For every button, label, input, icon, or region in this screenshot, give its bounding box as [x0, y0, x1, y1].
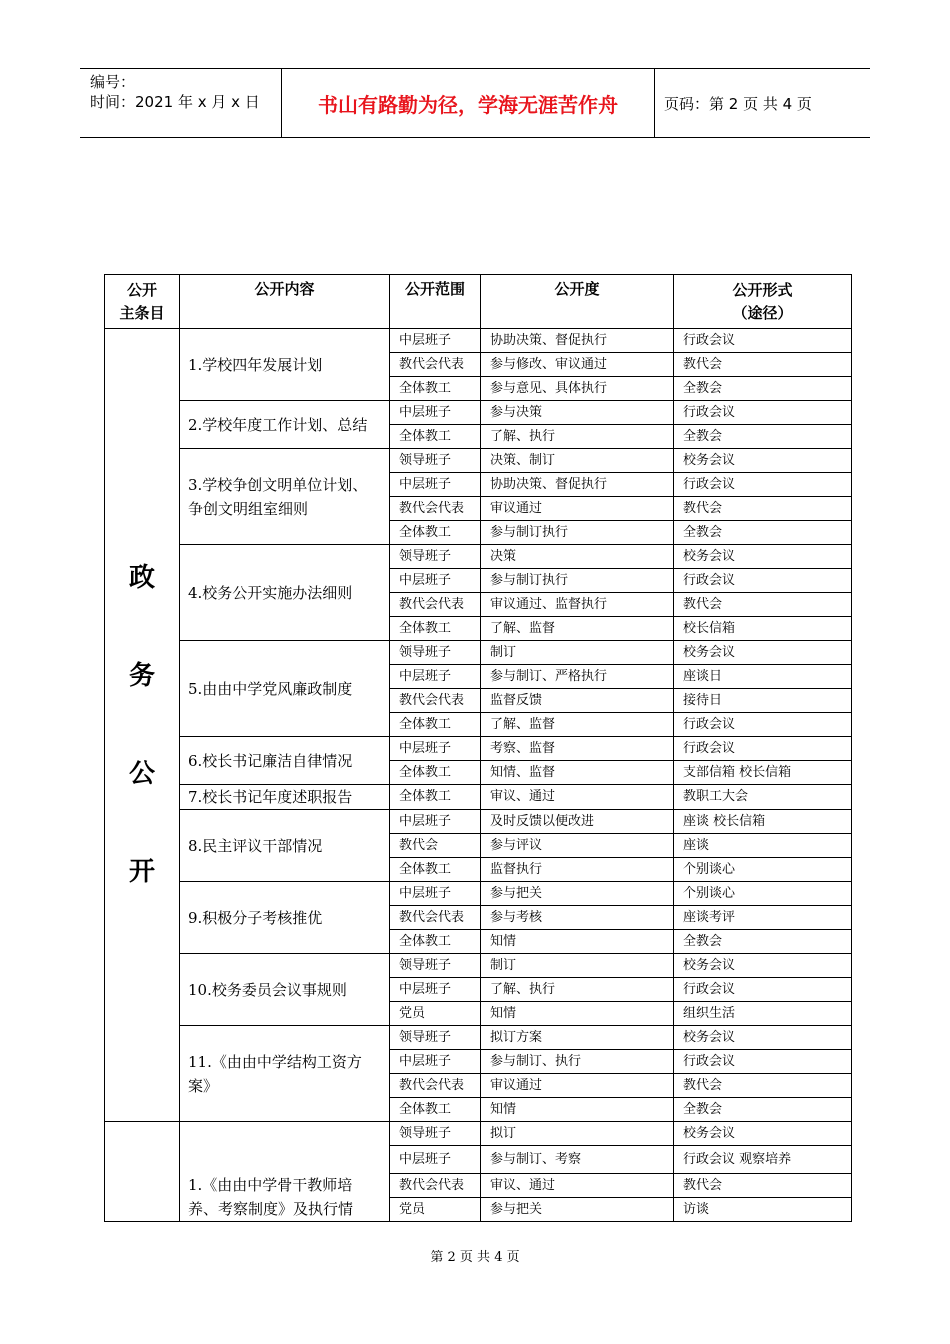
content-cell: 5.由由中学党风廉政制度 [180, 641, 390, 737]
content-cell: 9.积极分子考核推优 [180, 882, 390, 954]
degree-cell: 及时反馈以便改进 [481, 810, 674, 834]
scope-cell: 党员 [390, 1198, 481, 1222]
document-number-label: 编号： [90, 73, 136, 91]
form-cell: 校务会议 [674, 1026, 852, 1050]
form-cell: 行政会议 观察培养 [674, 1146, 852, 1174]
disclosure-table [104, 274, 852, 1222]
degree-cell: 了解、执行 [481, 978, 674, 1002]
degree-cell: 参与修改、审议通过 [481, 353, 674, 377]
table-row [105, 954, 852, 978]
col-header-category [105, 275, 180, 329]
category-cell-2 [105, 1122, 180, 1222]
degree-cell: 监督执行 [481, 858, 674, 882]
degree-cell: 参与评议 [481, 834, 674, 858]
col-header-category-line2: 主条目 [119, 303, 165, 322]
scope-cell: 中层班子 [390, 737, 481, 761]
degree-cell: 参与制订、考察 [481, 1146, 674, 1174]
header-page-number: 页码：第 2 页 共 4 页 [664, 94, 812, 113]
table-row [105, 882, 852, 906]
degree-cell: 考察、监督 [481, 737, 674, 761]
form-cell: 校务会议 [674, 954, 852, 978]
table-row [105, 785, 852, 810]
form-cell: 教代会 [674, 497, 852, 521]
table-row [105, 1122, 852, 1146]
degree-cell: 审议通过 [481, 497, 674, 521]
col-header-form-line2: （途径） [732, 303, 793, 322]
table-row [105, 329, 852, 353]
scope-cell: 中层班子 [390, 882, 481, 906]
table-row [105, 545, 852, 569]
scope-cell: 中层班子 [390, 473, 481, 497]
form-cell: 个别谈心 [674, 882, 852, 906]
scope-cell: 教代会代表 [390, 353, 481, 377]
scope-cell: 中层班子 [390, 329, 481, 353]
scope-cell: 党员 [390, 1002, 481, 1026]
scope-cell: 教代会代表 [390, 906, 481, 930]
form-cell: 校长信箱 [674, 617, 852, 641]
form-cell: 行政会议 [674, 737, 852, 761]
degree-cell: 拟订 [481, 1122, 674, 1146]
degree-cell: 了解、监督 [481, 713, 674, 737]
scope-cell: 中层班子 [390, 1146, 481, 1174]
col-header-content: 公开内容 [180, 275, 390, 329]
form-cell: 行政会议 [674, 569, 852, 593]
document-time-label: 时间：2021 年 x 月 x 日 [90, 93, 260, 111]
degree-cell: 审议通过、监督执行 [481, 593, 674, 617]
form-cell: 座谈考评 [674, 906, 852, 930]
scope-cell: 教代会 [390, 834, 481, 858]
scope-cell: 全体教工 [390, 785, 481, 810]
form-cell: 教代会 [674, 593, 852, 617]
degree-cell: 参与意见、具体执行 [481, 377, 674, 401]
col-header-form [674, 275, 852, 329]
degree-cell: 审议、通过 [481, 785, 674, 810]
form-cell: 座谈 校长信箱 [674, 810, 852, 834]
form-cell: 教职工大会 [674, 785, 852, 810]
scope-cell: 教代会代表 [390, 1174, 481, 1198]
degree-cell: 监督反馈 [481, 689, 674, 713]
scope-cell: 全体教工 [390, 930, 481, 954]
content-cell: 1.学校四年发展计划 [180, 329, 390, 401]
form-cell: 教代会 [674, 1074, 852, 1098]
degree-cell: 审议通过 [481, 1074, 674, 1098]
scope-cell: 教代会代表 [390, 1074, 481, 1098]
document-header [80, 68, 870, 138]
scope-cell: 教代会代表 [390, 497, 481, 521]
form-cell: 行政会议 [674, 1050, 852, 1074]
degree-cell: 决策、制订 [481, 449, 674, 473]
content-cell: 6.校长书记廉洁自律情况 [180, 737, 390, 785]
degree-cell: 制订 [481, 641, 674, 665]
form-cell: 校务会议 [674, 1122, 852, 1146]
scope-cell: 全体教工 [390, 425, 481, 449]
content-cell: 8.民主评议干部情况 [180, 810, 390, 882]
form-cell: 行政会议 [674, 473, 852, 497]
form-cell: 座谈 [674, 834, 852, 858]
degree-cell: 制订 [481, 954, 674, 978]
degree-cell: 参与考核 [481, 906, 674, 930]
table-row [105, 449, 852, 473]
degree-cell: 参与制订、严格执行 [481, 665, 674, 689]
scope-cell: 中层班子 [390, 1050, 481, 1074]
scope-cell: 全体教工 [390, 377, 481, 401]
table-row [105, 401, 852, 425]
form-cell: 校务会议 [674, 545, 852, 569]
scope-cell: 领导班子 [390, 1122, 481, 1146]
degree-cell: 知情 [481, 1098, 674, 1122]
content-cell: 4.校务公开实施办法细则 [180, 545, 390, 641]
scope-cell: 领导班子 [390, 1026, 481, 1050]
degree-cell: 审议、通过 [481, 1174, 674, 1198]
header-motto: 书山有路勤为径，学海无涯苦作舟 [282, 69, 655, 137]
form-cell: 行政会议 [674, 401, 852, 425]
scope-cell: 教代会代表 [390, 689, 481, 713]
form-cell: 教代会 [674, 1174, 852, 1198]
table-row [105, 1026, 852, 1050]
content-cell: 1.《由由中学骨干教师培养、考察制度》及执行情 [180, 1122, 390, 1222]
degree-cell: 参与制订、执行 [481, 1050, 674, 1074]
scope-cell: 领导班子 [390, 545, 481, 569]
category-cell [105, 329, 180, 1122]
degree-cell: 参与把关 [481, 882, 674, 906]
form-cell: 支部信箱 校长信箱 [674, 761, 852, 785]
category-char: 开 [128, 857, 155, 887]
scope-cell: 中层班子 [390, 665, 481, 689]
scope-cell: 全体教工 [390, 761, 481, 785]
scope-cell: 全体教工 [390, 713, 481, 737]
col-header-category-line1: 公开 [126, 280, 157, 299]
form-cell: 全教会 [674, 425, 852, 449]
category-char: 公 [128, 759, 155, 789]
scope-cell: 全体教工 [390, 1098, 481, 1122]
degree-cell: 参与决策 [481, 401, 674, 425]
degree-cell: 知情 [481, 930, 674, 954]
scope-cell: 中层班子 [390, 978, 481, 1002]
form-cell: 访谈 [674, 1198, 852, 1222]
degree-cell: 知情 [481, 1002, 674, 1026]
form-cell: 全教会 [674, 521, 852, 545]
category-char: 务 [128, 661, 155, 691]
content-cell: 10.校务委员会议事规则 [180, 954, 390, 1026]
form-cell: 全教会 [674, 1098, 852, 1122]
header-meta [80, 69, 282, 137]
degree-cell: 参与制订执行 [481, 521, 674, 545]
form-cell: 行政会议 [674, 978, 852, 1002]
category-char: 政 [128, 563, 155, 593]
form-cell: 组织生活 [674, 1002, 852, 1026]
degree-cell: 参与把关 [481, 1198, 674, 1222]
content-cell: 7.校长书记年度述职报告 [180, 785, 390, 810]
table-row [105, 810, 852, 834]
degree-cell: 知情、监督 [481, 761, 674, 785]
scope-cell: 中层班子 [390, 569, 481, 593]
table-row [105, 641, 852, 665]
form-cell: 全教会 [674, 377, 852, 401]
form-cell: 个别谈心 [674, 858, 852, 882]
scope-cell: 领导班子 [390, 954, 481, 978]
form-cell: 行政会议 [674, 713, 852, 737]
form-cell: 教代会 [674, 353, 852, 377]
scope-cell: 领导班子 [390, 641, 481, 665]
col-header-form-line1: 公开形式 [732, 280, 793, 299]
degree-cell: 协助决策、督促执行 [481, 329, 674, 353]
degree-cell: 拟订方案 [481, 1026, 674, 1050]
table-header-row [105, 275, 852, 329]
scope-cell: 中层班子 [390, 810, 481, 834]
degree-cell: 决策 [481, 545, 674, 569]
scope-cell: 全体教工 [390, 617, 481, 641]
scope-cell: 全体教工 [390, 858, 481, 882]
form-cell: 校务会议 [674, 641, 852, 665]
content-cell: 2.学校年度工作计划、总结 [180, 401, 390, 449]
scope-cell: 领导班子 [390, 449, 481, 473]
form-cell: 校务会议 [674, 449, 852, 473]
degree-cell: 了解、执行 [481, 425, 674, 449]
content-cell: 11.《由由中学结构工资方案》 [180, 1026, 390, 1122]
scope-cell: 全体教工 [390, 521, 481, 545]
form-cell: 行政会议 [674, 329, 852, 353]
degree-cell: 参与制订执行 [481, 569, 674, 593]
degree-cell: 协助决策、督促执行 [481, 473, 674, 497]
degree-cell: 了解、监督 [481, 617, 674, 641]
scope-cell: 教代会代表 [390, 593, 481, 617]
page-footer: 第 2 页 共 4 页 [430, 1250, 520, 1265]
form-cell: 全教会 [674, 930, 852, 954]
col-header-scope: 公开范围 [390, 275, 481, 329]
form-cell: 座谈日 [674, 665, 852, 689]
content-cell: 3.学校争创文明单位计划、争创文明组室细则 [180, 449, 390, 545]
form-cell: 接待日 [674, 689, 852, 713]
table-row [105, 737, 852, 761]
scope-cell: 中层班子 [390, 401, 481, 425]
col-header-degree: 公开度 [481, 275, 674, 329]
